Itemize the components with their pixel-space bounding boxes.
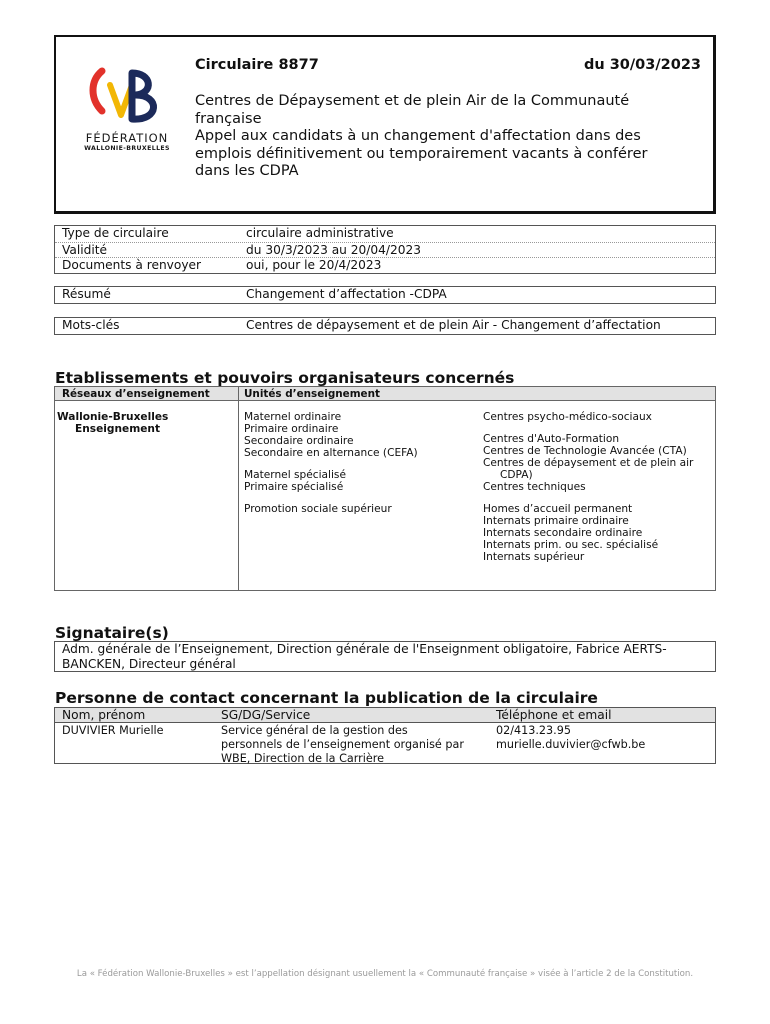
list-item: Internats secondaire ordinaire: [483, 527, 643, 539]
mots-cles-label: Mots-clés: [62, 318, 120, 332]
list-item: Internats supérieur: [483, 551, 585, 563]
head-reseaux: Réseaux d’enseignement: [55, 387, 239, 400]
title-line: Centres de Dépaysement et de plein Air de la Communauté: [195, 93, 630, 109]
info-row-validite: [55, 242, 715, 258]
list-item: Primaire ordinaire: [244, 423, 339, 435]
unites-col-1: [244, 411, 418, 515]
circulaire-title: [195, 93, 705, 181]
signataires-title: Signataire(s): [55, 624, 169, 642]
contact-row: [55, 723, 715, 766]
info-value: du 30/3/2023 au 20/04/2023: [246, 242, 422, 257]
list-item: Internats primaire ordinaire: [483, 515, 629, 527]
federation-logo: [78, 65, 178, 152]
resume-value: Changement d’affectation -CDPA: [246, 287, 447, 301]
title-line: Appel aux candidats à un changement d'affectation dans des: [195, 128, 641, 144]
info-table: [54, 225, 716, 274]
info-value: oui, pour le 20/4/2023: [246, 258, 382, 272]
info-label: Type de circulaire: [62, 226, 169, 240]
circulaire-date: du 30/03/2023: [583, 57, 701, 73]
unites-col-2: [483, 411, 693, 563]
etablissements-header: [55, 387, 715, 401]
head-name: Nom, prénom: [62, 708, 146, 722]
title-line: française: [195, 110, 262, 127]
list-item: Promotion sociale supérieur: [244, 503, 392, 515]
info-row-documents: [55, 257, 715, 273]
head-unites: Unités d’enseignement: [244, 388, 380, 400]
mots-cles-value: Centres de dépaysement et de plein Air - Changement d’affectation: [246, 318, 661, 332]
title-line: emplois définitivement ou temporairement vacants à conférer: [195, 145, 648, 162]
list-item: Secondaire en alternance (CEFA): [244, 447, 418, 459]
list-item: CDPA): [500, 469, 533, 481]
contact-email[interactable]: murielle.duvivier@cfwb.be: [496, 738, 646, 751]
title-line: dans les CDPA: [195, 163, 299, 179]
header-box: [54, 35, 716, 214]
list-item: Centres de Technologie Avancée (CTA): [483, 445, 687, 457]
resume-label: Résumé: [62, 287, 111, 301]
list-item: Maternel spécialisé: [244, 469, 346, 481]
head-service: SG/DG/Service: [221, 708, 311, 722]
list-item: Homes d’accueil permanent: [483, 503, 633, 515]
info-label: Validité: [62, 242, 108, 257]
circulaire-number: Circulaire 8877: [195, 57, 319, 73]
signataire-line: Adm. générale de l’Enseignement, Direction générale de l'Enseignment obligatoire, Fabrice AERTS-: [62, 642, 667, 656]
contact-phone: 02/413.23.95: [496, 724, 571, 737]
logo-subtitle: WALLONIE-BRUXELLES: [84, 145, 170, 152]
etablissements-body: [55, 401, 715, 590]
signataire-line: BANCKEN, Directeur général: [62, 657, 236, 671]
info-label: Documents à renvoyer: [62, 258, 202, 272]
info-row-type: [55, 226, 715, 242]
list-item: Maternel ordinaire: [244, 411, 342, 423]
contact-header: [55, 708, 715, 723]
mots-cles-row: [55, 318, 715, 334]
resume-row: [55, 287, 715, 303]
list-item: Centres techniques: [483, 481, 586, 493]
contact-name: DUVIVIER Murielle: [62, 724, 164, 737]
list-item: Secondaire ordinaire: [244, 435, 354, 447]
contact-table: [54, 707, 716, 764]
head-phone: Téléphone et email: [496, 708, 612, 722]
service-line: Service général de la gestion des: [221, 724, 408, 737]
reseau-line: Enseignement: [75, 423, 161, 435]
info-value: circulaire administrative: [246, 226, 394, 240]
list-item: Centres de dépaysement et de plein air: [483, 457, 694, 469]
list-item: Internats prim. ou sec. spécialisé: [483, 539, 659, 551]
contact-title: Personne de contact concernant la publication de la circulaire: [55, 689, 598, 707]
mots-cles-table: [54, 317, 716, 335]
service-line: WBE, Direction de la Carrière: [221, 752, 384, 765]
contact-service: [221, 724, 496, 766]
list-item: Centres d'Auto-Formation: [483, 433, 620, 445]
fwb-logo-icon: [88, 65, 170, 127]
reseau-line: Wallonie-Bruxelles: [57, 411, 169, 423]
list-item: Centres psycho-médico-sociaux: [483, 411, 652, 423]
logo-name: FÉDÉRATION: [85, 131, 169, 145]
list-item: Primaire spécialisé: [244, 481, 344, 493]
footer-note: La « Fédération Wallonie-Bruxelles » est l’appellation désignant usuellement la « Communauté française » visée à l’article 2 de la Constitution.: [76, 969, 694, 979]
signataires-box: [54, 641, 716, 672]
reseau-cell: [55, 401, 239, 590]
etablissements-table: [54, 386, 716, 591]
contact-phone-email: [496, 724, 715, 766]
resume-table: [54, 286, 716, 304]
etablissements-title: Etablissements et pouvoirs organisateurs concernés: [55, 369, 515, 387]
service-line: personnels de l’enseignement organisé par: [221, 738, 464, 751]
